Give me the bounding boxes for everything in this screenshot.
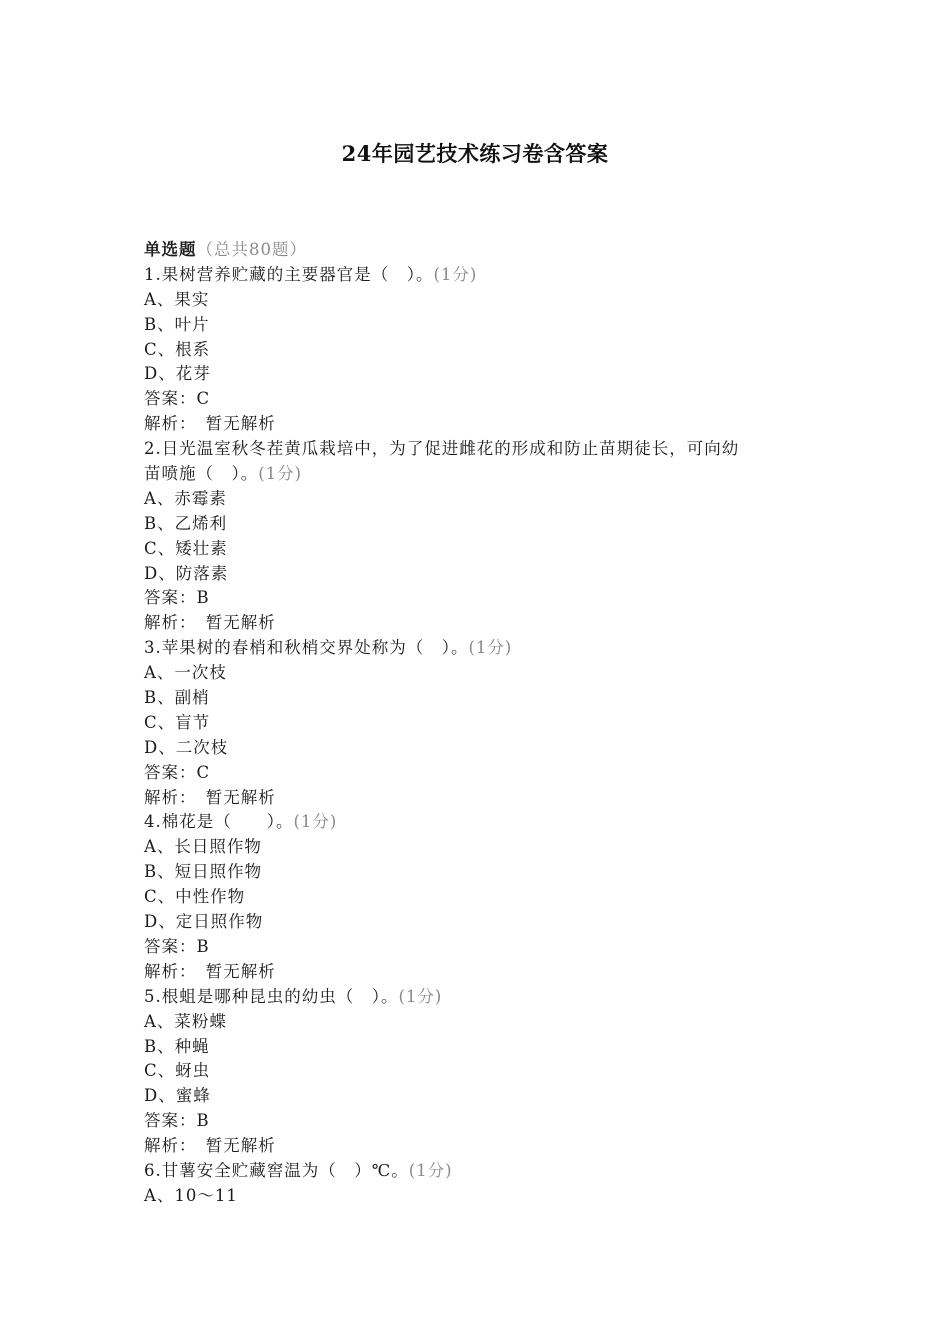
question-stem [144, 636, 824, 661]
question-score: (1分) [293, 812, 338, 832]
question-stem [144, 462, 824, 487]
section-count-note: （总共80题） [196, 240, 307, 259]
analysis: 解析： 暂无解析 [144, 961, 276, 981]
answer: 答案：B [144, 588, 210, 608]
question-text: 1.果树营养贮藏的主要器官是（ ）。 [144, 264, 434, 284]
option: A、果实 [144, 289, 210, 309]
document-title: 24年园艺技术练习卷含答案 [341, 141, 609, 166]
option: B、种蝇 [144, 1036, 210, 1056]
question-text: 5.根蛆是哪种昆虫的幼虫（ ）。 [144, 986, 399, 1006]
option: D、二次枝 [144, 737, 229, 757]
question-text: 2.日光温室秋冬茬黄瓜栽培中，为了促进雌花的形成和防止苗期徒长，可向幼 [144, 439, 740, 459]
analysis: 解析： 暂无解析 [144, 613, 276, 633]
option: D、蜜蜂 [144, 1086, 211, 1106]
option: C、矮壮素 [144, 538, 228, 558]
question-stem [144, 1159, 824, 1184]
analysis: 解析： 暂无解析 [144, 414, 276, 434]
answer: 答案：B [144, 936, 210, 956]
option: A、长日照作物 [144, 837, 262, 857]
option: C、蚜虫 [144, 1061, 211, 1081]
option: D、花芽 [144, 364, 211, 384]
question-score: (1分) [408, 1160, 453, 1180]
question-text: 3.苹果树的春梢和秋梢交界处称为（ ）。 [144, 638, 469, 658]
question-stem [144, 985, 824, 1010]
option: A、10～11 [144, 1185, 238, 1205]
question-score: (1分) [468, 638, 513, 658]
question-score: (1分) [433, 264, 478, 284]
option: A、一次枝 [144, 663, 227, 683]
analysis: 解析： 暂无解析 [144, 1136, 276, 1156]
answer: 答案：C [144, 762, 211, 782]
option: B、乙烯利 [144, 513, 228, 533]
option: B、叶片 [144, 314, 210, 334]
section-name: 单选题 [144, 240, 197, 259]
question-score: (1分) [398, 986, 443, 1006]
question-stem [144, 810, 824, 835]
option: D、防落素 [144, 563, 229, 583]
question-text: 苗喷施（ ）。 [144, 464, 259, 484]
answer: 答案：B [144, 1111, 210, 1131]
option: C、根系 [144, 339, 211, 359]
document-body [144, 238, 824, 1209]
option: C、中性作物 [144, 887, 246, 907]
question-text: 4.棉花是（ ）。 [144, 812, 294, 832]
answer: 答案：C [144, 389, 211, 409]
option: A、赤霉素 [144, 488, 227, 508]
option: A、菜粉蝶 [144, 1011, 227, 1031]
question-score: (1分) [258, 464, 303, 484]
option: C、盲节 [144, 712, 211, 732]
option: B、短日照作物 [144, 862, 263, 882]
question-stem [144, 263, 824, 288]
analysis: 解析： 暂无解析 [144, 787, 276, 807]
section-heading [144, 238, 824, 263]
question-text: 6.甘薯安全贮藏窖温为（ ）℃。 [144, 1160, 409, 1180]
option: B、副梢 [144, 688, 210, 708]
option: D、定日照作物 [144, 912, 264, 932]
